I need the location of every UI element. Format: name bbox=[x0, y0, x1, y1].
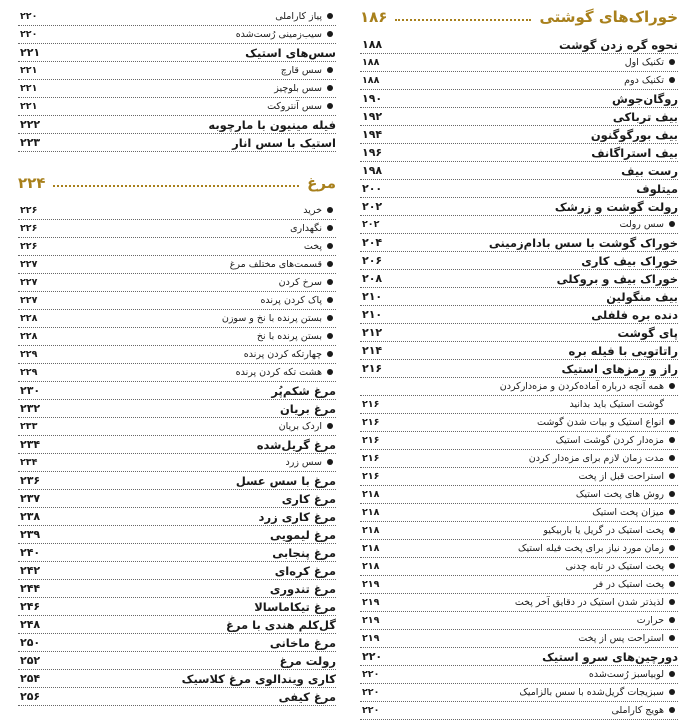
entry-title: دورچین‌های سرو استیک bbox=[542, 650, 678, 664]
entry-page-number: ۲۲۶ bbox=[20, 241, 38, 252]
toc-subentry bbox=[18, 8, 336, 26]
toc-entry bbox=[360, 288, 678, 306]
toc-entry bbox=[360, 180, 678, 198]
entry-title: هویج کاراملی bbox=[611, 705, 664, 716]
toc-entry bbox=[18, 688, 336, 706]
entry-page-number: ۲۱۸ bbox=[362, 561, 380, 572]
entry-page-number: ۲۲۸ bbox=[20, 313, 38, 324]
toc-entry-list bbox=[18, 8, 336, 152]
entry-title: میتلوف bbox=[636, 182, 678, 196]
toc-entry bbox=[360, 360, 678, 378]
entry-title: اردک بریان bbox=[278, 421, 322, 432]
leader-dots bbox=[53, 185, 299, 187]
entry-title: بیف ترباکی bbox=[612, 110, 678, 124]
entry-title: استیک با سس انار bbox=[232, 136, 336, 150]
toc-subentry bbox=[18, 202, 336, 220]
toc-entry-list bbox=[360, 36, 678, 720]
entry-title: سس بلوچیز bbox=[274, 83, 322, 94]
entry-page-number: ۲۳۷ bbox=[20, 492, 41, 505]
toc-subentry bbox=[18, 98, 336, 116]
entry-title: بیف بورگوگنون bbox=[590, 128, 678, 142]
toc-column-left bbox=[18, 8, 336, 706]
entry-title: انواع استیک و بیات شدن گوشت bbox=[536, 417, 664, 428]
entry-page-number: ۲۱۹ bbox=[362, 579, 380, 590]
entry-title: خرید bbox=[303, 205, 322, 216]
toc-subentry bbox=[18, 364, 336, 382]
toc-subentry bbox=[18, 274, 336, 292]
toc-subentry bbox=[18, 328, 336, 346]
toc-subentry bbox=[360, 450, 678, 468]
entry-title: فیله مینیون با مارچوبه bbox=[208, 118, 336, 132]
entry-title: مرغ پنجابی bbox=[272, 546, 336, 560]
entry-title: رولت مرغ bbox=[279, 654, 336, 668]
entry-page-number: ۲۵۴ bbox=[20, 672, 41, 685]
toc-entry bbox=[18, 598, 336, 616]
toc-subentry bbox=[18, 418, 336, 436]
entry-page-number: ۲۱۸ bbox=[362, 507, 380, 518]
entry-page-number: ۲۱۶ bbox=[362, 362, 383, 375]
entry-title: سس زرد bbox=[285, 457, 322, 468]
entry-title: سیب‌زمینی رُست‌شده bbox=[235, 29, 322, 40]
entry-title: خوراک بیف و بروکلی bbox=[556, 272, 678, 286]
entry-title: مرغ گریل‌شده bbox=[256, 438, 336, 452]
entry-title: مرغ شکم‌پُر bbox=[271, 384, 336, 398]
entry-page-number: ۲۴۶ bbox=[20, 600, 41, 613]
entry-page-number: ۲۲۱ bbox=[20, 65, 38, 76]
entry-title: گل‌کلم هندی با مرغ bbox=[226, 618, 336, 632]
entry-title: سس‌های استیک bbox=[245, 46, 336, 60]
toc-entry bbox=[18, 116, 336, 134]
toc-subentry bbox=[360, 72, 678, 90]
entry-title: مرغ کره‌ای bbox=[274, 564, 336, 578]
entry-title: مرغ تندوری bbox=[269, 582, 336, 596]
toc-entry bbox=[18, 400, 336, 418]
entry-page-number: ۲۰۶ bbox=[362, 254, 383, 267]
entry-page-number: ۲۴۸ bbox=[20, 618, 41, 631]
entry-page-number: ۲۱۶ bbox=[362, 471, 380, 482]
entry-page-number: ۲۱۸ bbox=[362, 489, 380, 500]
toc-subentry bbox=[360, 540, 678, 558]
toc-entry bbox=[360, 270, 678, 288]
entry-title: سبزیجات گریل‌شده با سس بالزامیک bbox=[519, 687, 664, 698]
entry-page-number: ۲۱۹ bbox=[362, 597, 380, 608]
entry-title: تکنیک اول bbox=[624, 57, 664, 68]
entry-title: پخت bbox=[303, 241, 322, 252]
entry-title: پاک کردن پرنده bbox=[260, 295, 322, 306]
entry-page-number: ۱۹۶ bbox=[362, 146, 383, 159]
toc-entry bbox=[18, 508, 336, 526]
entry-page-number: ۲۱۹ bbox=[362, 615, 380, 626]
toc-subentry bbox=[360, 630, 678, 648]
toc-subentry bbox=[360, 612, 678, 630]
toc-entry bbox=[18, 134, 336, 152]
entry-page-number: ۲۱۰ bbox=[362, 290, 383, 303]
entry-title: سس آنتروکت bbox=[267, 101, 322, 112]
entry-page-number: ۱۹۲ bbox=[362, 110, 383, 123]
toc-subentry bbox=[18, 80, 336, 98]
toc-entry bbox=[360, 648, 678, 666]
entry-page-number: ۲۲۱ bbox=[20, 46, 41, 59]
toc-subentry bbox=[360, 216, 678, 234]
toc-entry bbox=[360, 234, 678, 252]
entry-page-number: ۲۰۰ bbox=[362, 182, 383, 195]
entry-page-number: ۲۱۶ bbox=[362, 453, 380, 464]
toc-entry bbox=[360, 306, 678, 324]
entry-page-number: ۱۹۰ bbox=[362, 92, 383, 105]
entry-title: دنده بره فلفلی bbox=[591, 308, 678, 322]
toc-entry bbox=[18, 562, 336, 580]
entry-page-number: ۲۱۴ bbox=[362, 344, 383, 357]
toc-entry bbox=[360, 342, 678, 360]
entry-page-number: ۲۲۱ bbox=[20, 101, 38, 112]
entry-page-number: ۲۲۰ bbox=[362, 650, 383, 663]
entry-title: خوراک بیف کاری bbox=[581, 254, 678, 268]
entry-title: پخت استیک در فر bbox=[593, 579, 664, 590]
entry-page-number: ۲۳۹ bbox=[20, 528, 41, 541]
entry-title: روگان‌جوش bbox=[612, 92, 678, 106]
entry-page-number: ۲۱۸ bbox=[362, 543, 380, 554]
toc-subentry bbox=[18, 310, 336, 328]
toc-entry bbox=[18, 580, 336, 598]
entry-title: لوبیاسبز رُست‌شده bbox=[588, 669, 664, 680]
toc-subentry bbox=[360, 684, 678, 702]
toc-entry bbox=[18, 652, 336, 670]
entry-page-number: ۲۱۶ bbox=[362, 417, 380, 428]
entry-title: مرغ ماخانی bbox=[269, 636, 336, 650]
entry-page-number: ۲۰۸ bbox=[362, 272, 383, 285]
entry-title: سس قارچ bbox=[280, 65, 322, 76]
toc-subentry bbox=[18, 256, 336, 274]
entry-page-number: ۲۵۶ bbox=[20, 690, 41, 703]
entry-page-number: ۲۴۰ bbox=[20, 546, 41, 559]
entry-page-number: ۲۳۲ bbox=[20, 402, 41, 415]
toc-entry bbox=[360, 252, 678, 270]
entry-title: سس رولت bbox=[619, 219, 664, 230]
section-heading-chicken bbox=[18, 174, 336, 198]
entry-page-number: ۱۹۸ bbox=[362, 164, 383, 177]
toc-subentry bbox=[360, 666, 678, 684]
toc-subentry bbox=[18, 238, 336, 256]
entry-title: استراحت پس از پخت bbox=[578, 633, 664, 644]
entry-page-number: ۲۲۶ bbox=[20, 223, 38, 234]
toc-subentry bbox=[360, 504, 678, 522]
entry-title: نحوه گره زدن گوشت bbox=[559, 38, 678, 52]
entry-page-number: ۲۳۴ bbox=[20, 457, 38, 468]
entry-title: قسمت‌های مختلف مرغ bbox=[229, 259, 322, 270]
entry-page-number: ۲۱۰ bbox=[362, 308, 383, 321]
entry-title: زمان مورد نیاز برای پخت فیله استیک bbox=[517, 543, 664, 554]
toc-entry bbox=[18, 634, 336, 652]
toc-subentry bbox=[18, 292, 336, 310]
entry-page-number: ۲۱۶ bbox=[362, 399, 380, 410]
entry-page-number: ۲۴۲ bbox=[20, 564, 41, 577]
entry-title: رست بیف bbox=[621, 164, 678, 178]
entry-page-number: ۲۱۸ bbox=[362, 525, 380, 536]
toc-subentry bbox=[360, 594, 678, 612]
toc-entry bbox=[360, 162, 678, 180]
entry-page-number: ۲۲۷ bbox=[20, 259, 38, 270]
entry-title: همه آنچه درباره آماده‌کردن و مزه‌دارکردن bbox=[499, 381, 664, 392]
toc-entry bbox=[18, 472, 336, 490]
toc-entry bbox=[18, 44, 336, 62]
toc-entry bbox=[18, 544, 336, 562]
toc-subentry bbox=[360, 378, 678, 396]
entry-title: کاری ویندالوی مرغ کلاسیک bbox=[181, 672, 336, 686]
entry-page-number: ۲۲۷ bbox=[20, 277, 38, 288]
toc-subentry bbox=[360, 396, 678, 414]
entry-title: پخت استیک در تابه چدنی bbox=[565, 561, 664, 572]
entry-title: میزان پخت استیک bbox=[592, 507, 664, 518]
entry-page-number: ۲۳۰ bbox=[20, 384, 41, 397]
entry-page-number: ۲۲۰ bbox=[362, 705, 380, 716]
entry-title: راز و رمزهای استیک bbox=[561, 362, 678, 376]
section-title: خوراک‌های گوشتی bbox=[539, 8, 678, 26]
toc-subentry bbox=[360, 522, 678, 540]
entry-title: بیف استراگانف bbox=[591, 146, 678, 160]
entry-title: استراحت قبل از پخت bbox=[578, 471, 664, 482]
entry-title: گوشت استیک باید بدانید bbox=[569, 399, 664, 410]
entry-title: مرغ تیکاماسالا bbox=[254, 600, 336, 614]
section-heading-meat bbox=[360, 8, 678, 32]
entry-page-number: ۱۸۸ bbox=[362, 57, 380, 68]
entry-title: مرغ لیمویی bbox=[269, 528, 336, 542]
entry-page-number: ۲۲۸ bbox=[20, 331, 38, 342]
toc-entry bbox=[18, 436, 336, 454]
toc-entry bbox=[360, 144, 678, 162]
entry-title: راتاتویی با فیله بره bbox=[568, 344, 678, 358]
toc-entry bbox=[18, 490, 336, 508]
entry-page-number: ۲۲۹ bbox=[20, 367, 38, 378]
entry-title: مزه‌دار کردن گوشت استیک bbox=[555, 435, 664, 446]
entry-title: خوراک گوشت با سس بادام‌زمینی bbox=[488, 236, 678, 250]
entry-page-number: ۱۸۸ bbox=[362, 38, 383, 51]
entry-title: رولت گوشت و زرشک bbox=[554, 200, 678, 214]
entry-title: بستن پرنده با نخ bbox=[256, 331, 322, 342]
entry-title: مرغ کاری زرد bbox=[258, 510, 336, 524]
entry-title: مرغ بریان bbox=[279, 402, 336, 416]
entry-page-number: ۲۴۴ bbox=[20, 582, 41, 595]
entry-title: سرخ کردن bbox=[278, 277, 322, 288]
toc-subentry bbox=[18, 26, 336, 44]
entry-page-number: ۲۲۰ bbox=[362, 669, 380, 680]
toc-entry bbox=[360, 90, 678, 108]
toc-entry bbox=[360, 198, 678, 216]
toc-entry bbox=[360, 324, 678, 342]
entry-page-number: ۲۳۶ bbox=[20, 474, 41, 487]
section-page-number: ۱۸۶ bbox=[360, 8, 388, 26]
toc-subentry bbox=[360, 486, 678, 504]
section-page-number: ۲۲۴ bbox=[18, 174, 46, 192]
entry-page-number: ۲۳۳ bbox=[20, 421, 38, 432]
entry-page-number: ۲۲۰ bbox=[20, 29, 38, 40]
entry-page-number: ۲۱۶ bbox=[362, 435, 380, 446]
entry-page-number: ۲۱۹ bbox=[362, 633, 380, 644]
entry-page-number: ۲۲۶ bbox=[20, 205, 38, 216]
entry-page-number: ۲۲۰ bbox=[20, 11, 38, 22]
entry-page-number: ۲۲۲ bbox=[20, 118, 41, 131]
section-spacer bbox=[18, 152, 336, 174]
entry-title: مرغ با سس عسل bbox=[235, 474, 336, 488]
toc-subentry bbox=[360, 702, 678, 720]
entry-page-number: ۲۲۳ bbox=[20, 136, 41, 149]
section-title: مرغ bbox=[307, 174, 336, 192]
entry-page-number: ۲۰۲ bbox=[362, 219, 380, 230]
entry-page-number: ۲۰۴ bbox=[362, 236, 383, 249]
entry-page-number: ۱۸۸ bbox=[362, 75, 380, 86]
entry-page-number: ۲۲۰ bbox=[362, 687, 380, 698]
entry-title: پخت استیک در گریل یا باربیکیو bbox=[543, 525, 664, 536]
toc-subentry bbox=[360, 576, 678, 594]
toc-entry-list bbox=[18, 202, 336, 706]
toc-entry bbox=[360, 108, 678, 126]
toc-subentry bbox=[360, 414, 678, 432]
entry-page-number: ۲۵۰ bbox=[20, 636, 41, 649]
entry-title: روش های پخت استیک bbox=[575, 489, 664, 500]
toc-subentry bbox=[360, 54, 678, 72]
entry-title: بیف منگولین bbox=[606, 290, 678, 304]
toc-column-right bbox=[360, 8, 678, 720]
entry-title: پیاز کاراملی bbox=[275, 11, 322, 22]
entry-title: پای گوشت bbox=[617, 326, 678, 340]
entry-title: حرارت bbox=[636, 615, 664, 626]
toc-subentry bbox=[360, 558, 678, 576]
toc-subentry bbox=[18, 454, 336, 472]
entry-title: بستن پرنده با نخ و سوزن bbox=[221, 313, 322, 324]
entry-page-number: ۲۳۸ bbox=[20, 510, 41, 523]
toc-entry bbox=[360, 36, 678, 54]
entry-title: مرغ کیفی bbox=[278, 690, 336, 704]
entry-title: نگهداری bbox=[290, 223, 322, 234]
entry-page-number: ۲۱۲ bbox=[362, 326, 383, 339]
toc-subentry bbox=[18, 62, 336, 80]
entry-page-number: ۲۵۲ bbox=[20, 654, 41, 667]
toc-subentry bbox=[360, 432, 678, 450]
toc-entry bbox=[18, 526, 336, 544]
entry-page-number: ۲۲۱ bbox=[20, 83, 38, 94]
toc-entry bbox=[18, 616, 336, 634]
entry-page-number: ۲۲۷ bbox=[20, 295, 38, 306]
toc-entry bbox=[18, 382, 336, 400]
toc-subentry bbox=[18, 220, 336, 238]
toc-entry bbox=[360, 126, 678, 144]
entry-title: لذیذتر شدن استیک در دقایق آخر پخت bbox=[514, 597, 664, 608]
entry-page-number: ۲۰۲ bbox=[362, 200, 383, 213]
toc-subentry bbox=[18, 346, 336, 364]
entry-title: هشت تکه کردن پرنده bbox=[235, 367, 322, 378]
entry-page-number: ۲۳۴ bbox=[20, 438, 41, 451]
entry-page-number: ۱۹۴ bbox=[362, 128, 383, 141]
entry-page-number: ۲۲۹ bbox=[20, 349, 38, 360]
entry-title: مدت زمان لازم برای مزه‌دار کردن bbox=[528, 453, 664, 464]
toc-entry bbox=[18, 670, 336, 688]
entry-title: چهارتکه کردن پرنده bbox=[243, 349, 322, 360]
entry-title: تکنیک دوم bbox=[624, 75, 664, 86]
entry-title: مرغ کاری bbox=[281, 492, 336, 506]
leader-dots bbox=[395, 19, 531, 21]
toc-subentry bbox=[360, 468, 678, 486]
